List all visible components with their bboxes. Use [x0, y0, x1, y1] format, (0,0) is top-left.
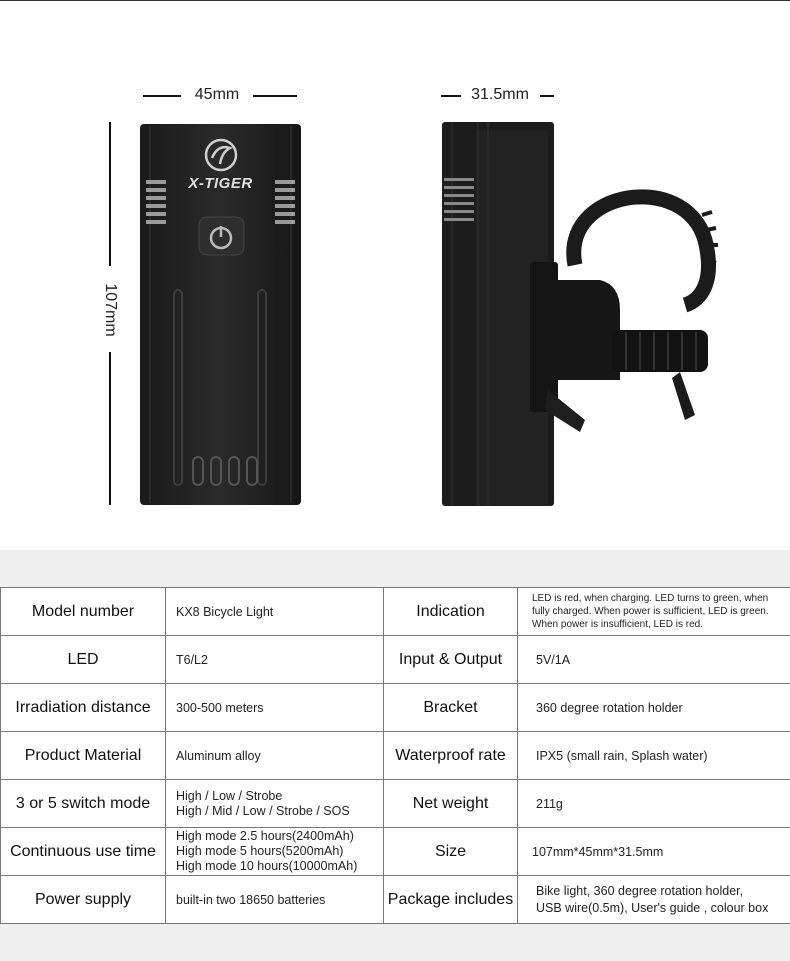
height-dim-line-bottom	[109, 352, 111, 505]
spec-key: Indication	[384, 588, 518, 636]
spec-value-line: Bike light, 360 degree rotation holder,	[536, 883, 744, 898]
spec-key: Input & Output	[384, 636, 518, 684]
spec-key: Size	[384, 828, 518, 876]
brand-logo-text: X-TIGER	[188, 175, 253, 192]
spec-key: Continuous use time	[1, 828, 166, 876]
spec-value-line: High / Low / Strobe	[176, 788, 283, 803]
spec-value: 107mm*45mm*31.5mm	[518, 828, 790, 876]
spec-key: 3 or 5 switch mode	[1, 780, 166, 828]
spec-value	[166, 828, 384, 876]
spec-value-line: High / Mid / Low / Strobe / SOS	[176, 803, 350, 818]
spec-value: 5V/1A	[518, 636, 790, 684]
width-dim-line-left	[143, 95, 181, 97]
spec-value: LED is red, when charging. LED turns to green, when fully charged. When power is sufficient, LED is green. When power is insufficient, LED is red.	[518, 588, 790, 636]
table-row	[1, 588, 790, 636]
spec-key: LED	[1, 636, 166, 684]
table-row	[1, 780, 790, 828]
spec-table	[0, 587, 790, 924]
spec-value-line: USB wire(0.5m), User's guide , colour box	[536, 900, 769, 915]
width-dim-line-right	[253, 95, 297, 97]
table-row	[1, 828, 790, 876]
spec-key: Power supply	[1, 876, 166, 924]
height-dim-line-top	[109, 122, 111, 266]
table-row	[1, 636, 790, 684]
spec-value-line: High mode 2.5 hours(2400mAh)	[176, 829, 354, 843]
height-dim-label: 107mm	[102, 283, 119, 337]
spec-value: 300-500 meters	[166, 684, 384, 732]
spec-key: Waterproof rate	[384, 732, 518, 780]
table-row	[1, 684, 790, 732]
side-view-light	[440, 120, 720, 510]
width-dim-label: 45mm	[194, 86, 240, 103]
spec-value: KX8 Bicycle Light	[166, 588, 384, 636]
depth-dim-line-right	[540, 95, 554, 97]
spec-key: Net weight	[384, 780, 518, 828]
table-row	[1, 876, 790, 924]
spec-key: Irradiation distance	[1, 684, 166, 732]
spec-value: Aluminum alloy	[166, 732, 384, 780]
spec-value: T6/L2	[166, 636, 384, 684]
spec-key: Bracket	[384, 684, 518, 732]
spec-value: 211g	[518, 780, 790, 828]
depth-dim-line-left	[441, 95, 461, 97]
spec-value: 360 degree rotation holder	[518, 684, 790, 732]
spec-value	[518, 876, 790, 924]
spec-key: Package includes	[384, 876, 518, 924]
depth-dim-label: 31.5mm	[471, 86, 529, 103]
spec-value-line: High mode 5 hours(5200mAh)	[176, 844, 344, 858]
spec-value	[166, 780, 384, 828]
table-row	[1, 732, 790, 780]
spec-value-line: High mode 10 hours(10000mAh)	[176, 859, 358, 873]
spec-key: Model number	[1, 588, 166, 636]
spec-value: built-in two 18650 batteries	[166, 876, 384, 924]
spec-key: Product Material	[1, 732, 166, 780]
spec-value: IPX5 (small rain, Splash water)	[518, 732, 790, 780]
